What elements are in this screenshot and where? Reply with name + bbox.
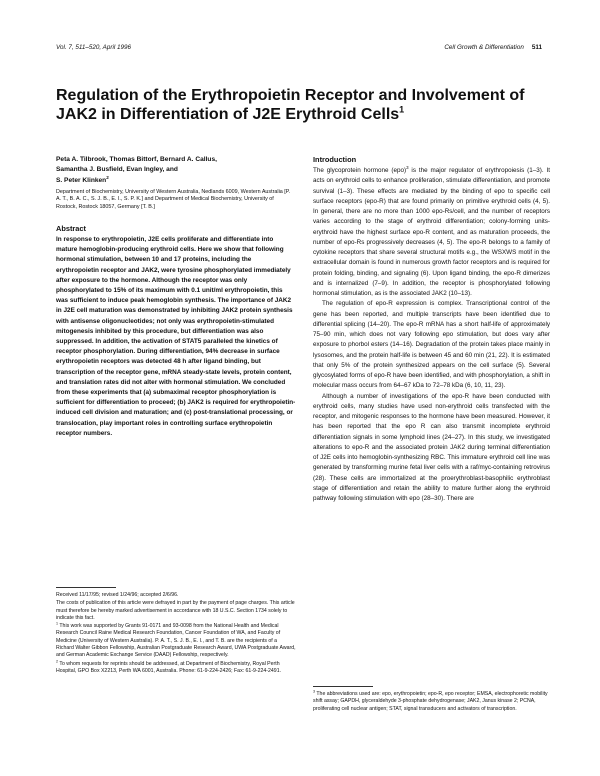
footnote-2: $^2$ To whom requests for reprints should be addressed, at Department of Biochemistry, Royal Perth Hospital, GPO Box X2213, Perth WA 6001, Australia. Phone: 61-9-224-2426; Fax: 61-9-224-2491. bbox=[56, 658, 282, 674]
page-number: 511 bbox=[531, 44, 542, 51]
authors-line-1: Peta A. Tilbrook, Thomas Bittorf, Bernard A. Callus, bbox=[56, 156, 217, 163]
right-column bbox=[313, 155, 550, 504]
publication-costs-note: The costs of publication of this article were defrayed in part by the payment of page charges. This article must therefore be hereby marked advertisement in accordance with 18 U.S.C. Section 1734 solely to indicate this fact. bbox=[56, 600, 295, 621]
article-title-text: Regulation of the Erythropoietin Receptor and Involvement of JAK2 in Differentiation of J2E Erythroid Cells bbox=[56, 87, 525, 123]
journal-reference: Vol. 7, 511–520, April 1996 bbox=[56, 44, 132, 51]
journal-header-right bbox=[444, 44, 542, 51]
footnote-2-text: To whom requests for reprints should be addressed, at Department of Biochemistry, Royal Perth Hospital, GPO Box X2213, Perth WA 6001, Australia. Phone: 61-9-224-2426; Fax: 61-9-224-2491. bbox=[56, 660, 282, 674]
intro-paragraph-2: The regulation of epo-R expression is complex. Transcriptional control of the gene has been reported, and multiple transcripts have been identified due to differential splicing (14–20). The epo-R mRNA has a short half-life of approximately 75–90 min, which does not vary following epo stimulation, but does vary after exposure to phorbol esters (14–16). Degradation of the protein takes place mainly in lysosomes, and the protein half-life is between 45 and 60 min (21, 22). It is estimated that only 5% of the protein synthesized appears on the cell surface (5). Several glycosylated forms of epo-R have been identified, and with phosphorylation, a shift in molecular mass occurs from 64–67 kDa to 72–78 kDa (6, 10, 11, 23). bbox=[313, 300, 550, 390]
journal-name: Cell Growth & Differentiation bbox=[444, 44, 524, 51]
footnote-1: $^1$ This work was supported by Grants 91-0171 and 93-0098 from the National Health and Medical Research Council Raine Medical Research Foundation, Cancer Foundation of WA, and Faculty of Medicine (University of Western Australia). P. A. T., S. J. B., E. I., and T. B. are the recipients of a Richard Walter Gibbon Fellowship, Australian Postgraduate Research Award, UWA Postgraduate Award, and German Academic Exchange Service (DAAD) Fellowship, respectively. bbox=[56, 621, 296, 659]
author-footnote-marker: 2 bbox=[106, 174, 109, 180]
footnote-3: $^3$ The abbreviations used are: epo, erythropoietin; epo-R, epo receptor; EMSA, electrophoretic mobility shift assay; GAPDH, glyceraldehyde 3-phosphate dehydrogenase; JAK2, Janus kinase 2; PCNA, proliferating cell nuclear antigen; STAT, signal transducers and activators of transcription. bbox=[313, 689, 548, 712]
footnote-3-text: The abbreviations used are: epo, erythropoietin; epo-R, epo receptor; EMSA, electrophoretic mobility shift assay; GAPDH, glyceraldehyde 3-phosphate dehydrogenase; JAK2, Janus kinase 2; PCNA, proliferating cell nuclear antigen; STAT, signal transducers and activators of transcription. bbox=[313, 691, 548, 712]
footnote-rule-right bbox=[313, 686, 373, 687]
left-column bbox=[56, 155, 296, 439]
intro-p1-rest: is the major regulator of erythropoiesis (1–3). It acts on erythroid cells to enhance proliferation, stimulate differentiation, and promote survival (1–3). These effects are mediated by the binding of epo to specific cell surface receptors (epo-R) that are found primarily on primitive erythroid cells (4, 5). In general, there are no more than 1000 epo-Rs/cell, and the number of receptors varies according to the stage of erythroid differentiation; colony-forming units-erythroid have the highest surface epo-R content, and as maturation proceeds, the number of epo-Rs progressively decreases (4, 5). The epo-R belongs to a family of cytokine receptors that share several structural motifs e.g., the WSXWS motif in the extracellular domain is found in numerous growth factor receptors and is required for protein folding, binding, and signaling (6). Upon ligand binding, the epo-R dimerizes and is internalized (7–9). In addition, the receptor is phosphorylated following hormonal stimulation, as is the associated JAK2 (10–13). bbox=[313, 167, 551, 297]
footnote-1-text: This work was supported by Grants 91-0171 and 93-0098 from the National Health and Medical Research Council Raine Medical Research Foundation, Cancer Foundation of WA, and Faculty of Medicine (University of Western Australia). P. A. T., S. J. B., E. I., and T. B. are the recipients of a Richard Walter Gibbon Fellowship, Australian Postgraduate Research Award, UWA Postgraduate Award, and German Academic Exchange Service (DAAD) Fellowship, respectively. bbox=[56, 623, 296, 659]
affiliation: Department of Biochemistry, University of Western Australia, Nedlands 6009, Western Australia [P. A. T., B. A. C., S. J. B., E. I., S. P. K.] and Department of Medical Biochemistry, University of Rostock, Rostock 18057, Germany [T. B.] bbox=[56, 188, 291, 211]
intro-p1-start: The glycoprotein hormone (epo) bbox=[313, 167, 407, 174]
title-footnote-marker: 1 bbox=[399, 104, 405, 115]
intro-paragraph-1 bbox=[313, 166, 550, 299]
intro-paragraph-3: Although a number of investigations of the epo-R have been conducted with erythroid cells, many studies have used non-erythroid cells transfected with the receptor, and mitogenic responses to the hormone have been measured. However, it has been reported that the epo R can also transmit incomplete erythroid differentiation signals in some lymphoid lines (24–27). In this study, we investigated alterations to epo-R and the associated protein JAK2 during terminal differentiation of J2E cells into hemoglobin-synthesizing RBC. This immature erythroid cell line was generated by transforming murine fetal liver cells with a raf/myc-containing retrovirus (28). These cells are immortalized at the proerythroblast-basophilic erythroblast stage of differentiation and retain the ability to mature further along the erythroid pathway following stimulation with epo (28–30). There are bbox=[313, 392, 550, 502]
footnotes-left bbox=[56, 592, 296, 675]
abstract-text: In response to erythropoietin, J2E cells proliferate and differentiate into mature hemoglobin-producing erythroid cells. Here we show that following hormonal stimulation, between 10 and 17 proteins, including the erythropoietin receptor and JAK2, were tyrosine phosphorylated immediately after exposure to the hormone. Although the receptor was only phosphorylated to 15% of its maximum with 0.1 unit/ml erythropoietin, this was sufficient to induce peak hemoglobin synthesis. The importance of JAK2 in J2E cell maturation was demonstrated by inhibiting JAK2 protein synthesis with antisense oligonucleotides; not only was erythropoietin-stimulated mitogenesis inhibited by this procedure, but differentiation was also suppressed. In addition, the activation of STAT5 paralleled the kinetics of receptor phosphorylation. During differentiation, 94% decrease in surface erythropoietin receptors was detected 48 h after ligand binding, but transcription of the receptor gene, mRNA steady-state levels, protein content, and translation rates did not alter with hormonal stimulation. We concluded from these experiments that (a) submaximal receptor phosphorylation is sufficient for differentiation to proceed; (b) JAK2 is required for erythropoietin-induced cell division and maturation; and (c) post-translational processing, or translocation, play important roles in controlling surface erythropoietin receptor numbers. bbox=[56, 235, 296, 437]
footnotes-right bbox=[313, 691, 550, 713]
footnote-rule-left bbox=[56, 587, 116, 588]
authors-line-3: S. Peter Klinken bbox=[56, 176, 107, 184]
abstract-heading: Abstract bbox=[56, 223, 86, 233]
authors-line-2: Samantha J. Busfield, Evan Ingley, and bbox=[56, 166, 178, 174]
author-list bbox=[56, 155, 296, 186]
received-dates: Received 11/17/95; revised 1/24/96; accepted 2/6/96. bbox=[56, 592, 179, 598]
introduction-heading: Introduction bbox=[313, 155, 357, 164]
article-title bbox=[56, 86, 556, 124]
abbreviations-marker: 3 bbox=[406, 164, 409, 170]
